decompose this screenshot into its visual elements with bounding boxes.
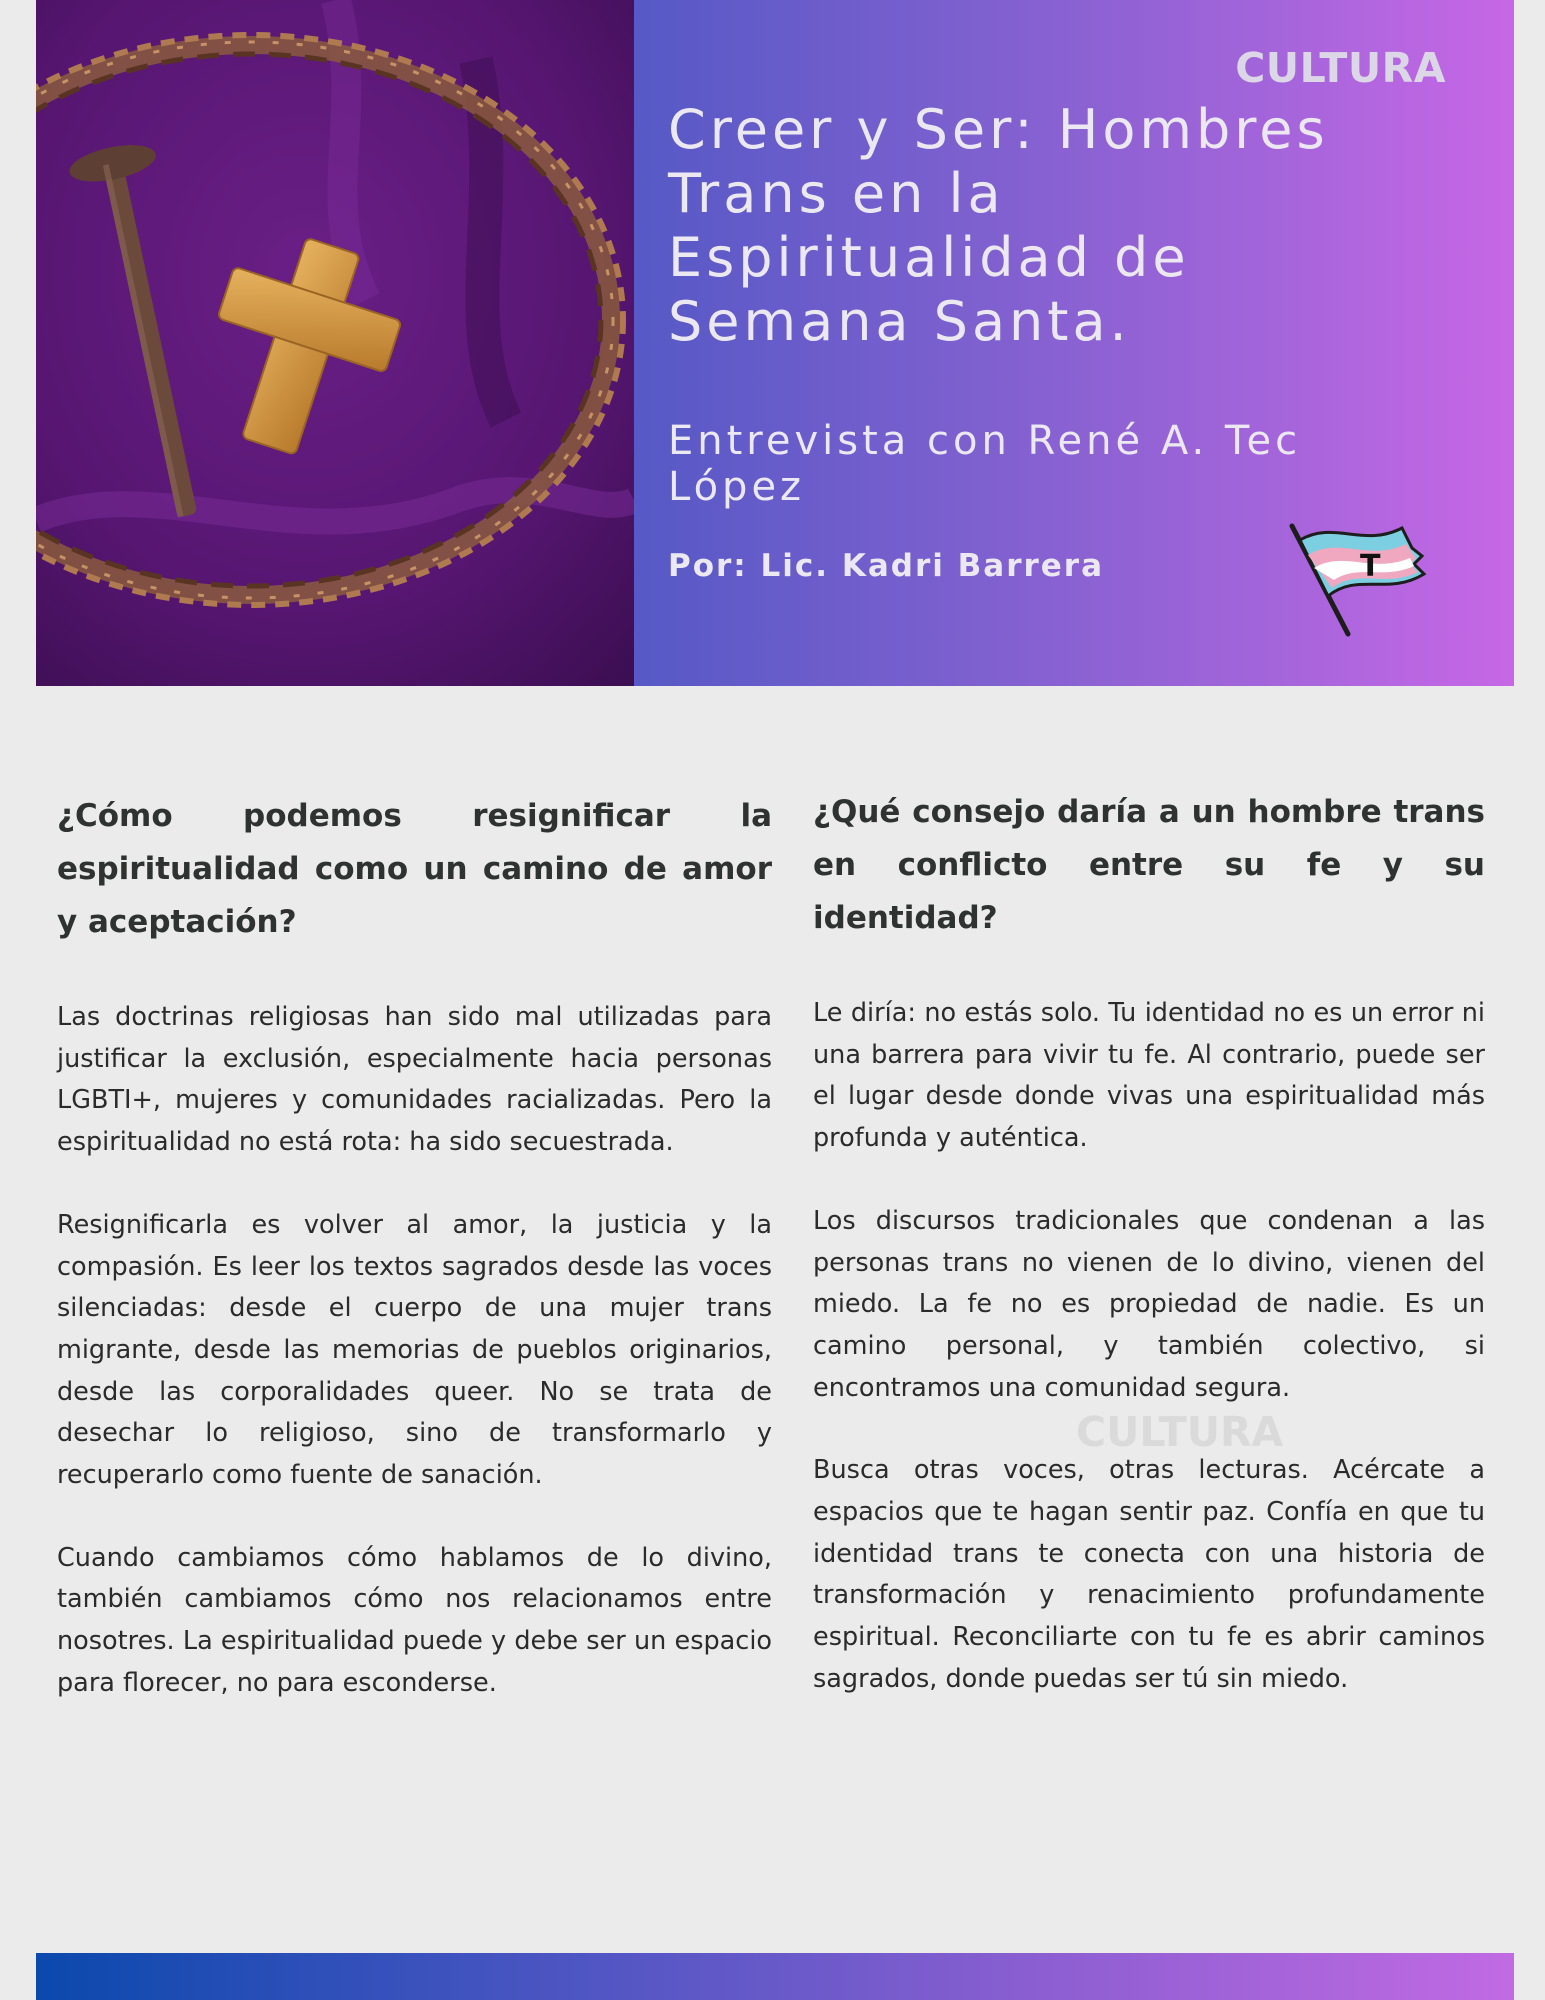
answer-paragraph: Las doctrinas religiosas han sido mal utilizadas para justificar la exclusión, especialmente hacia personas LGBTI+, mujeres y comunidades racializadas. Pero la espiritualidad no está rota: ha sido secuestrada.	[57, 1002, 772, 1158]
right-column	[813, 786, 1485, 1742]
question-2: ¿Qué consejo daría a un hombre trans en conflicto entre su fe y su identidad?	[813, 794, 1485, 936]
answer-paragraph: Cuando cambiamos cómo hablamos de lo divino, también cambiamos cómo nos relacionamos entre nosotres. La espiritualidad puede y debe ser un espacio para florecer, no para esconderse.	[57, 1542, 772, 1698]
article-subtitle: Entrevista con René A. Tec López	[668, 418, 1302, 510]
svg-text:T: T	[1360, 549, 1381, 584]
header-photo	[36, 0, 634, 686]
section-tag: CULTURA	[1235, 44, 1446, 92]
byline: Por: Lic. Kadri Barrera	[668, 548, 1105, 584]
answer-paragraph: Busca otras voces, otras lecturas. Acércate a espacios que te hagan sentir paz. Confía en que tu identidad trans te conecta con una historia de transformación y renacimiento profundamente espiritual. Reconciliarte con tu fe es abrir caminos sagrados, donde puedas ser tú sin miedo.	[813, 1455, 1485, 1694]
answer-paragraph: Los discursos tradicionales que condenan a las personas trans no vienen de lo divino, vienen del miedo. La fe no es propiedad de nadie. Es un camino personal, y también colectivo, si encontramos una comunidad segura.	[813, 1205, 1485, 1403]
footer-bar	[36, 1953, 1514, 2000]
trans-flag-icon	[1284, 518, 1432, 638]
answer-paragraph: Resignificarla es volver al amor, la justicia y la compasión. Es leer los textos sagrados desde las voces silenciadas: desde el cuerpo de una mujer trans migrante, desde las memorias de pueblos originarios, desde las corporalidades queer. No se trata de desechar lo religioso, sino de transformarlo y recuperarlo como fuente de sanación.	[57, 1209, 772, 1491]
left-column	[57, 790, 772, 1746]
crown-of-thorns-photo	[36, 0, 634, 686]
watermark: CULTURA	[1076, 1408, 1284, 1456]
question-1: ¿Cómo podemos resignificar la espiritualidad como un camino de amor y aceptación?	[57, 798, 772, 940]
answer-paragraph: Le diría: no estás solo. Tu identidad no es un error ni una barrera para vivir tu fe. Al contrario, puede ser el lugar desde donde vivas una espiritualidad más profunda y auténtica.	[813, 998, 1485, 1154]
header-banner	[634, 0, 1514, 686]
article-title: Creer y Ser: Hombres Trans en la Espiritualidad de Semana Santa.	[668, 98, 1329, 353]
